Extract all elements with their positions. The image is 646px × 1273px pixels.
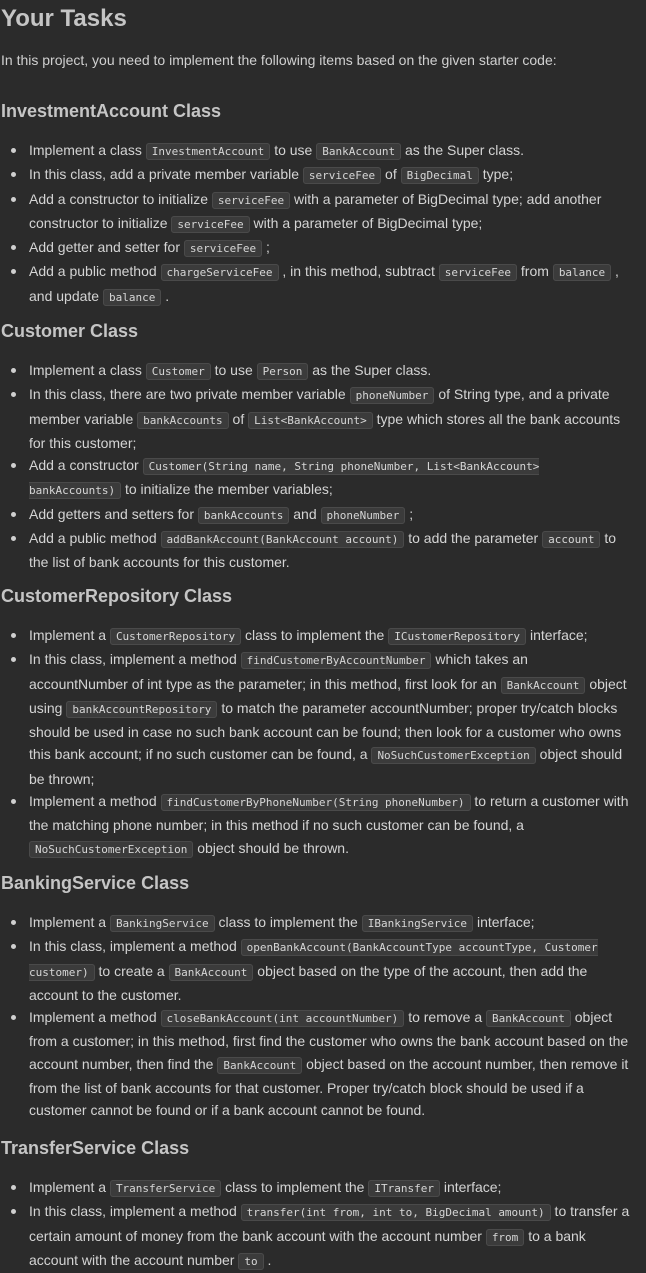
inline-code: balance <box>103 289 161 306</box>
inline-code: BankAccount <box>169 964 254 981</box>
section-investmentaccount-class <box>1 99 646 309</box>
list-item <box>29 1200 630 1273</box>
inline-code: from <box>486 1229 525 1246</box>
list-text: , and update <box>29 263 619 304</box>
list-text: In this class, there are two private member variable <box>29 386 350 403</box>
list-text: as the Super class. <box>308 362 432 378</box>
inline-code: phoneNumber <box>321 507 406 524</box>
list-text: ; <box>405 505 414 522</box>
list-text: Implement a <box>29 1179 110 1195</box>
inline-code: findCustomerByAccountNumber <box>241 652 432 669</box>
intro-paragraph: In this project, you need to implement the following items based on the given starter code: <box>1 52 557 68</box>
inline-code: phoneNumber <box>350 387 435 404</box>
list-text: interface; <box>439 1179 502 1195</box>
inline-code: BankAccount <box>217 1057 302 1074</box>
list-text: In this class, implement a method <box>29 651 241 668</box>
list-item <box>29 648 630 790</box>
inline-code: account <box>542 531 600 548</box>
inline-code: BankAccount <box>316 143 401 160</box>
list-text: to the list of bank accounts for this customer. <box>29 530 617 571</box>
list-text: interface; <box>526 627 588 643</box>
list-item <box>29 383 630 454</box>
inline-code: serviceFee <box>184 240 262 257</box>
inline-code: Person <box>257 363 309 380</box>
list-item <box>29 911 630 935</box>
inline-code: bankAccounts <box>198 507 289 524</box>
list-text: In this class, add a private member variable <box>29 166 303 183</box>
list-text: interface; <box>473 914 535 930</box>
list-text: object based on the type of the account, then add the account to the customer. <box>29 962 588 1003</box>
sections-container <box>1 99 646 1273</box>
page-title: Your Tasks <box>1 5 127 32</box>
section-customerrepository-class <box>1 584 646 861</box>
list-text: Implement a method <box>29 793 161 810</box>
list-item <box>29 527 630 574</box>
inline-code: NoSuchCustomerException <box>29 841 193 858</box>
inline-code: Customer <box>146 363 211 380</box>
inline-code: findCustomerByPhoneNumber(String phoneNumber) <box>161 794 471 811</box>
list-item <box>29 1176 630 1200</box>
list-text: class to implement the <box>214 914 362 930</box>
list-text: object should be thrown. <box>193 839 349 856</box>
list-text: to add the parameter <box>404 530 543 547</box>
inline-code: CustomerRepository <box>110 628 241 645</box>
list-text: to use <box>210 362 257 378</box>
inline-code: transfer(int from, int to, BigDecimal amount) <box>241 1204 551 1221</box>
list-text: ; <box>262 239 270 256</box>
task-list <box>1 911 646 1122</box>
list-item <box>29 935 630 1006</box>
list-text: as the Super class. <box>401 142 525 158</box>
list-item <box>29 139 630 163</box>
list-text: to initialize the member variables; <box>121 481 333 498</box>
list-text: Implement a class <box>29 362 146 378</box>
section-transferservice-class <box>1 1136 646 1273</box>
list-text: type; <box>478 166 514 183</box>
list-text: with a parameter of BigDecimal type; <box>249 214 483 231</box>
list-item <box>29 624 630 648</box>
list-text: with a parameter of BigDecimal type; add another constructor to initialize <box>29 190 602 231</box>
list-text: object using <box>29 675 627 716</box>
list-text: In this class, implement a method <box>29 938 241 955</box>
inline-code: serviceFee <box>439 264 517 281</box>
inline-code: openBankAccount(BankAccountType accountType, Customer customer) <box>29 941 598 979</box>
list-text: object from a customer; in this method, first find the customer who owns the bank account based on the account number, then find the <box>29 1009 629 1072</box>
list-text: object based on the account number, then remove it from the list of bank accounts for that customer. Proper try/catch block should be used if a customer cannot be found or if a bank account cannot be found. <box>29 1055 629 1119</box>
list-text: , in this method, subtract <box>278 263 439 280</box>
inline-code: serviceFee <box>171 216 249 233</box>
list-item <box>29 163 630 187</box>
inline-code: List<BankAccount> <box>248 412 373 429</box>
inline-code: addBankAccount(BankAccount account) <box>161 531 405 548</box>
list-text: of String type, and a private member variable <box>29 386 610 427</box>
list-text: from <box>517 263 553 280</box>
list-text: to a bank account with the account number <box>29 1227 586 1268</box>
list-text: . <box>263 1251 272 1268</box>
list-text: type which stores all the bank accounts for this customer; <box>29 410 621 451</box>
section-customer-class <box>1 319 646 574</box>
section-heading: TransferService Class <box>1 1138 190 1158</box>
list-text: Implement a <box>29 627 110 643</box>
inline-code: serviceFee <box>303 167 381 184</box>
list-text: Implement a <box>29 914 110 930</box>
list-text: and <box>289 505 321 522</box>
list-item <box>29 188 630 237</box>
list-text: Add a constructor to initialize <box>29 190 212 207</box>
inline-code: BankingService <box>110 915 215 932</box>
list-item <box>29 359 630 383</box>
task-list <box>1 624 646 861</box>
list-text: In this class, implement a method <box>29 1203 241 1220</box>
section-heading: CustomerRepository Class <box>1 586 233 606</box>
list-item <box>29 503 630 527</box>
inline-code: Customer(String name, String phoneNumber, List<BankAccount> bankAccounts) <box>29 460 540 498</box>
list-text: Implement a method <box>29 1009 161 1026</box>
list-text: to match the parameter accountNumber; proper try/catch blocks should be used in case no such bank account can be found; then look for a customer who owns this bank account; if no such customer can be found, a <box>29 699 622 763</box>
inline-code: serviceFee <box>212 192 290 209</box>
inline-code: BankAccount <box>486 1010 571 1027</box>
section-bankingservice-class <box>1 871 646 1122</box>
inline-code: bankAccountRepository <box>66 701 217 718</box>
list-text: Add getters and setters for <box>29 505 198 522</box>
inline-code: TransferService <box>110 1180 221 1197</box>
inline-code: balance <box>553 264 611 281</box>
inline-code: BigDecimal <box>401 167 479 184</box>
task-list <box>1 359 646 574</box>
list-text: object should be thrown; <box>29 746 623 787</box>
task-list <box>1 139 646 309</box>
inline-code: closeBankAccount(int accountNumber) <box>161 1010 405 1027</box>
inline-code: ICustomerRepository <box>388 628 526 645</box>
inline-code: to <box>238 1253 263 1270</box>
section-heading: BankingService Class <box>1 873 190 893</box>
inline-code: ITransfer <box>368 1180 440 1197</box>
section-heading: InvestmentAccount Class <box>1 101 222 121</box>
list-text: Add a public method <box>29 263 161 280</box>
list-text: to return a customer with the matching phone number; in this method if no such customer can be found, a <box>29 793 629 834</box>
list-text: class to implement the <box>221 1179 369 1195</box>
list-text: Add getter and setter for <box>29 239 184 256</box>
list-item <box>29 790 630 861</box>
list-item <box>29 236 630 260</box>
inline-code: BankAccount <box>501 677 586 694</box>
list-text: Add a constructor <box>29 457 143 474</box>
inline-code: bankAccounts <box>137 412 228 429</box>
list-text: class to implement the <box>241 627 389 643</box>
section-heading: Customer Class <box>1 321 139 341</box>
list-text: . <box>161 287 170 304</box>
list-text: Add a public method <box>29 530 161 547</box>
list-text: of <box>228 410 249 427</box>
list-item <box>29 454 630 503</box>
list-text: to use <box>270 142 317 158</box>
inline-code: chargeServiceFee <box>161 264 279 281</box>
inline-code: InvestmentAccount <box>146 143 271 160</box>
inline-code: IBankingService <box>362 915 473 932</box>
list-item <box>29 260 630 309</box>
list-item <box>29 1006 630 1121</box>
list-text: which takes an accountNumber of int type as the parameter; in this method, first look for an <box>29 651 528 692</box>
list-text: of <box>381 166 401 183</box>
list-text: to remove a <box>404 1009 487 1026</box>
list-text: to transfer a certain amount of money from the bank account with the account number <box>29 1203 630 1244</box>
list-text: to create a <box>94 962 169 979</box>
task-list <box>1 1176 646 1273</box>
list-text: Implement a class <box>29 142 146 158</box>
inline-code: NoSuchCustomerException <box>371 747 535 764</box>
